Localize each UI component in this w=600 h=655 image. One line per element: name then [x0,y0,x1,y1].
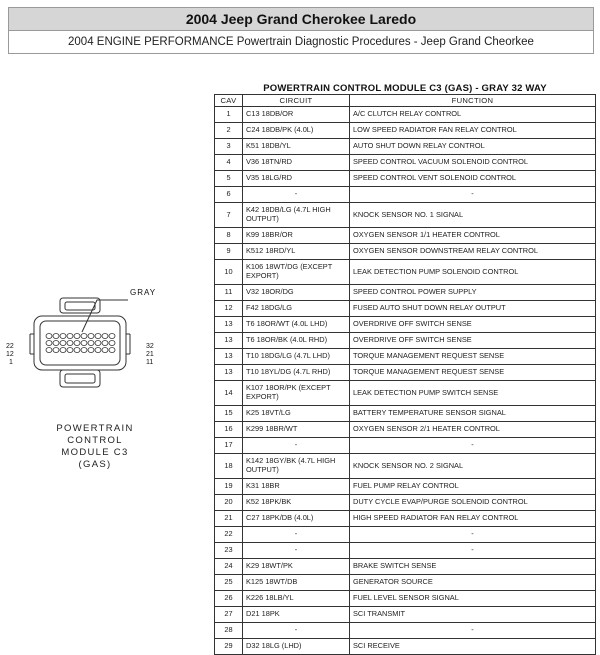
circuit-cell: V36 18TN/RD [243,155,350,171]
cav-cell: 13 [215,365,243,381]
pin-label-11: 11 [146,359,154,366]
cav-cell: 13 [215,333,243,349]
table-row [215,623,596,639]
table-row [215,301,596,317]
table-body [215,107,596,655]
table-row [215,575,596,591]
circuit-cell: T6 18OR/WT (4.0L LHD) [243,317,350,333]
circuit-cell: T10 18YL/DG (4.7L RHD) [243,365,350,381]
circuit-cell: K29 18WT/PK [243,559,350,575]
circuit-cell: K512 18RD/YL [243,244,350,260]
cav-cell: 4 [215,155,243,171]
caption-line: (GAS) [78,459,112,470]
function-cell: SPEED CONTROL POWER SUPPLY [350,285,596,301]
circuit-cell: D21 18PK [243,607,350,623]
cav-cell: 28 [215,623,243,639]
caption-line: CONTROL [67,435,123,446]
function-cell: LEAK DETECTION PUMP SWITCH SENSE [350,381,596,406]
circuit-cell: K106 18WT/DG (EXCEPT EXPORT) [243,260,350,285]
circuit-cell: K25 18VT/LG [243,406,350,422]
column-header-circuit: CIRCUIT [243,95,350,107]
cav-cell: 26 [215,591,243,607]
cav-cell: 12 [215,301,243,317]
cav-cell: 19 [215,479,243,495]
table-row [215,123,596,139]
table-row [215,422,596,438]
cav-cell: 27 [215,607,243,623]
circuit-cell: F42 18DG/LG [243,301,350,317]
table-row [215,139,596,155]
function-cell: SCI TRANSMIT [350,607,596,623]
table-row [215,381,596,406]
function-cell: SPEED CONTROL VENT SOLENOID CONTROL [350,171,596,187]
table-row [215,187,596,203]
function-cell: OVERDRIVE OFF SWITCH SENSE [350,333,596,349]
table-row [215,495,596,511]
table-row [215,260,596,285]
connector-pin-cavities [46,334,115,353]
function-cell: KNOCK SENSOR NO. 1 SIGNAL [350,203,596,228]
pin-label-32: 32 [146,343,154,350]
cav-cell: 5 [215,171,243,187]
function-cell: LEAK DETECTION PUMP SOLENOID CONTROL [350,260,596,285]
function-cell: FUEL PUMP RELAY CONTROL [350,479,596,495]
cav-cell: 13 [215,317,243,333]
table-row [215,543,596,559]
function-cell: GENERATOR SOURCE [350,575,596,591]
table-title: POWERTRAIN CONTROL MODULE C3 (GAS) - GRAY 32 WAY [263,83,547,94]
cav-cell: 11 [215,285,243,301]
circuit-cell: K107 18OR/PK (EXCEPT EXPORT) [243,381,350,406]
pin-label-12: 12 [6,351,14,358]
cav-cell: 23 [215,543,243,559]
function-cell: BRAKE SWITCH SENSE [350,559,596,575]
circuit-cell: K226 18LB/YL [243,591,350,607]
pin-label-22: 22 [6,343,14,350]
circuit-cell: K51 18DB/YL [243,139,350,155]
module-caption [40,423,150,471]
table-row [215,349,596,365]
pin-label-21: 21 [146,351,154,358]
cav-cell: 25 [215,575,243,591]
table-row [215,228,596,244]
cav-cell: 24 [215,559,243,575]
document-title: 2004 Jeep Grand Cherokee Laredo [9,8,593,31]
table-row [215,365,596,381]
function-cell: TORQUE MANAGEMENT REQUEST SENSE [350,349,596,365]
table-row [215,454,596,479]
table-row [215,406,596,422]
cav-cell: 9 [215,244,243,260]
document-header [8,7,594,54]
cav-cell: 6 [215,187,243,203]
function-cell: SCI RECEIVE [350,639,596,655]
pin-label-1: 1 [9,359,13,366]
table-row [215,479,596,495]
cav-cell: 15 [215,406,243,422]
cav-cell: 1 [215,107,243,123]
function-cell: - [350,543,596,559]
function-cell: OVERDRIVE OFF SWITCH SENSE [350,317,596,333]
table-row [215,155,596,171]
circuit-cell: K299 18BR/WT [243,422,350,438]
cav-cell: 16 [215,422,243,438]
circuit-cell: K42 18DB/LG (4.7L HIGH OUTPUT) [243,203,350,228]
function-cell: - [350,187,596,203]
table-row [215,591,596,607]
circuit-cell: V35 18LG/RD [243,171,350,187]
cav-cell: 7 [215,203,243,228]
cav-cell: 21 [215,511,243,527]
function-cell: - [350,527,596,543]
table-row [215,171,596,187]
table-row [215,639,596,655]
circuit-cell: - [243,543,350,559]
function-cell: - [350,623,596,639]
function-cell: OXYGEN SENSOR 2/1 HEATER CONTROL [350,422,596,438]
table-row [215,333,596,349]
table-row [215,203,596,228]
pinout-table [214,94,596,655]
table-row [215,285,596,301]
function-cell: TORQUE MANAGEMENT REQUEST SENSE [350,365,596,381]
column-header-cav: CAV [215,95,243,107]
circuit-cell: D32 18LG (LHD) [243,639,350,655]
circuit-cell: C13 18DB/OR [243,107,350,123]
function-cell: BATTERY TEMPERATURE SENSOR SIGNAL [350,406,596,422]
circuit-cell: K52 18PK/BK [243,495,350,511]
function-cell: AUTO SHUT DOWN RELAY CONTROL [350,139,596,155]
function-cell: DUTY CYCLE EVAP/PURGE SOLENOID CONTROL [350,495,596,511]
table-row [215,527,596,543]
table-header-row [215,95,596,107]
caption-line: MODULE C3 [61,447,129,458]
function-cell: OXYGEN SENSOR DOWNSTREAM RELAY CONTROL [350,244,596,260]
function-cell: OXYGEN SENSOR 1/1 HEATER CONTROL [350,228,596,244]
table-row [215,511,596,527]
function-cell: KNOCK SENSOR NO. 2 SIGNAL [350,454,596,479]
connector-color-label: GRAY [130,288,157,297]
circuit-cell: T10 18DG/LG (4.7L LHD) [243,349,350,365]
cav-cell: 22 [215,527,243,543]
connector-diagram [0,280,210,410]
function-cell: LOW SPEED RADIATOR FAN RELAY CONTROL [350,123,596,139]
circuit-cell: K99 18BR/OR [243,228,350,244]
cav-cell: 2 [215,123,243,139]
cav-cell: 13 [215,349,243,365]
function-cell: FUEL LEVEL SENSOR SIGNAL [350,591,596,607]
circuit-cell: K31 18BR [243,479,350,495]
table-row [215,107,596,123]
circuit-cell: V32 18OR/DG [243,285,350,301]
circuit-cell: K125 18WT/DB [243,575,350,591]
circuit-cell: - [243,623,350,639]
circuit-cell: C27 18PK/DB (4.0L) [243,511,350,527]
column-header-function: FUNCTION [350,95,596,107]
function-cell: HIGH SPEED RADIATOR FAN RELAY CONTROL [350,511,596,527]
cav-cell: 10 [215,260,243,285]
cav-cell: 17 [215,438,243,454]
cav-cell: 20 [215,495,243,511]
cav-cell: 29 [215,639,243,655]
cav-cell: 14 [215,381,243,406]
document-subtitle: 2004 ENGINE PERFORMANCE Powertrain Diagnostic Procedures - Jeep Grand Cheorkee [68,36,534,48]
table-row [215,607,596,623]
table-row [215,559,596,575]
caption-line: POWERTRAIN [56,423,134,434]
function-cell: FUSED AUTO SHUT DOWN RELAY OUTPUT [350,301,596,317]
table-row [215,317,596,333]
table-row [215,244,596,260]
circuit-cell: C24 18DB/PK (4.0L) [243,123,350,139]
table-row [215,438,596,454]
function-cell: - [350,438,596,454]
circuit-cell: - [243,527,350,543]
circuit-cell: T6 18OR/BK (4.0L RHD) [243,333,350,349]
circuit-cell: - [243,438,350,454]
cav-cell: 3 [215,139,243,155]
circuit-cell: K142 18GY/BK (4.7L HIGH OUTPUT) [243,454,350,479]
function-cell: SPEED CONTROL VACUUM SOLENOID CONTROL [350,155,596,171]
cav-cell: 18 [215,454,243,479]
function-cell: A/C CLUTCH RELAY CONTROL [350,107,596,123]
circuit-cell: - [243,187,350,203]
cav-cell: 8 [215,228,243,244]
